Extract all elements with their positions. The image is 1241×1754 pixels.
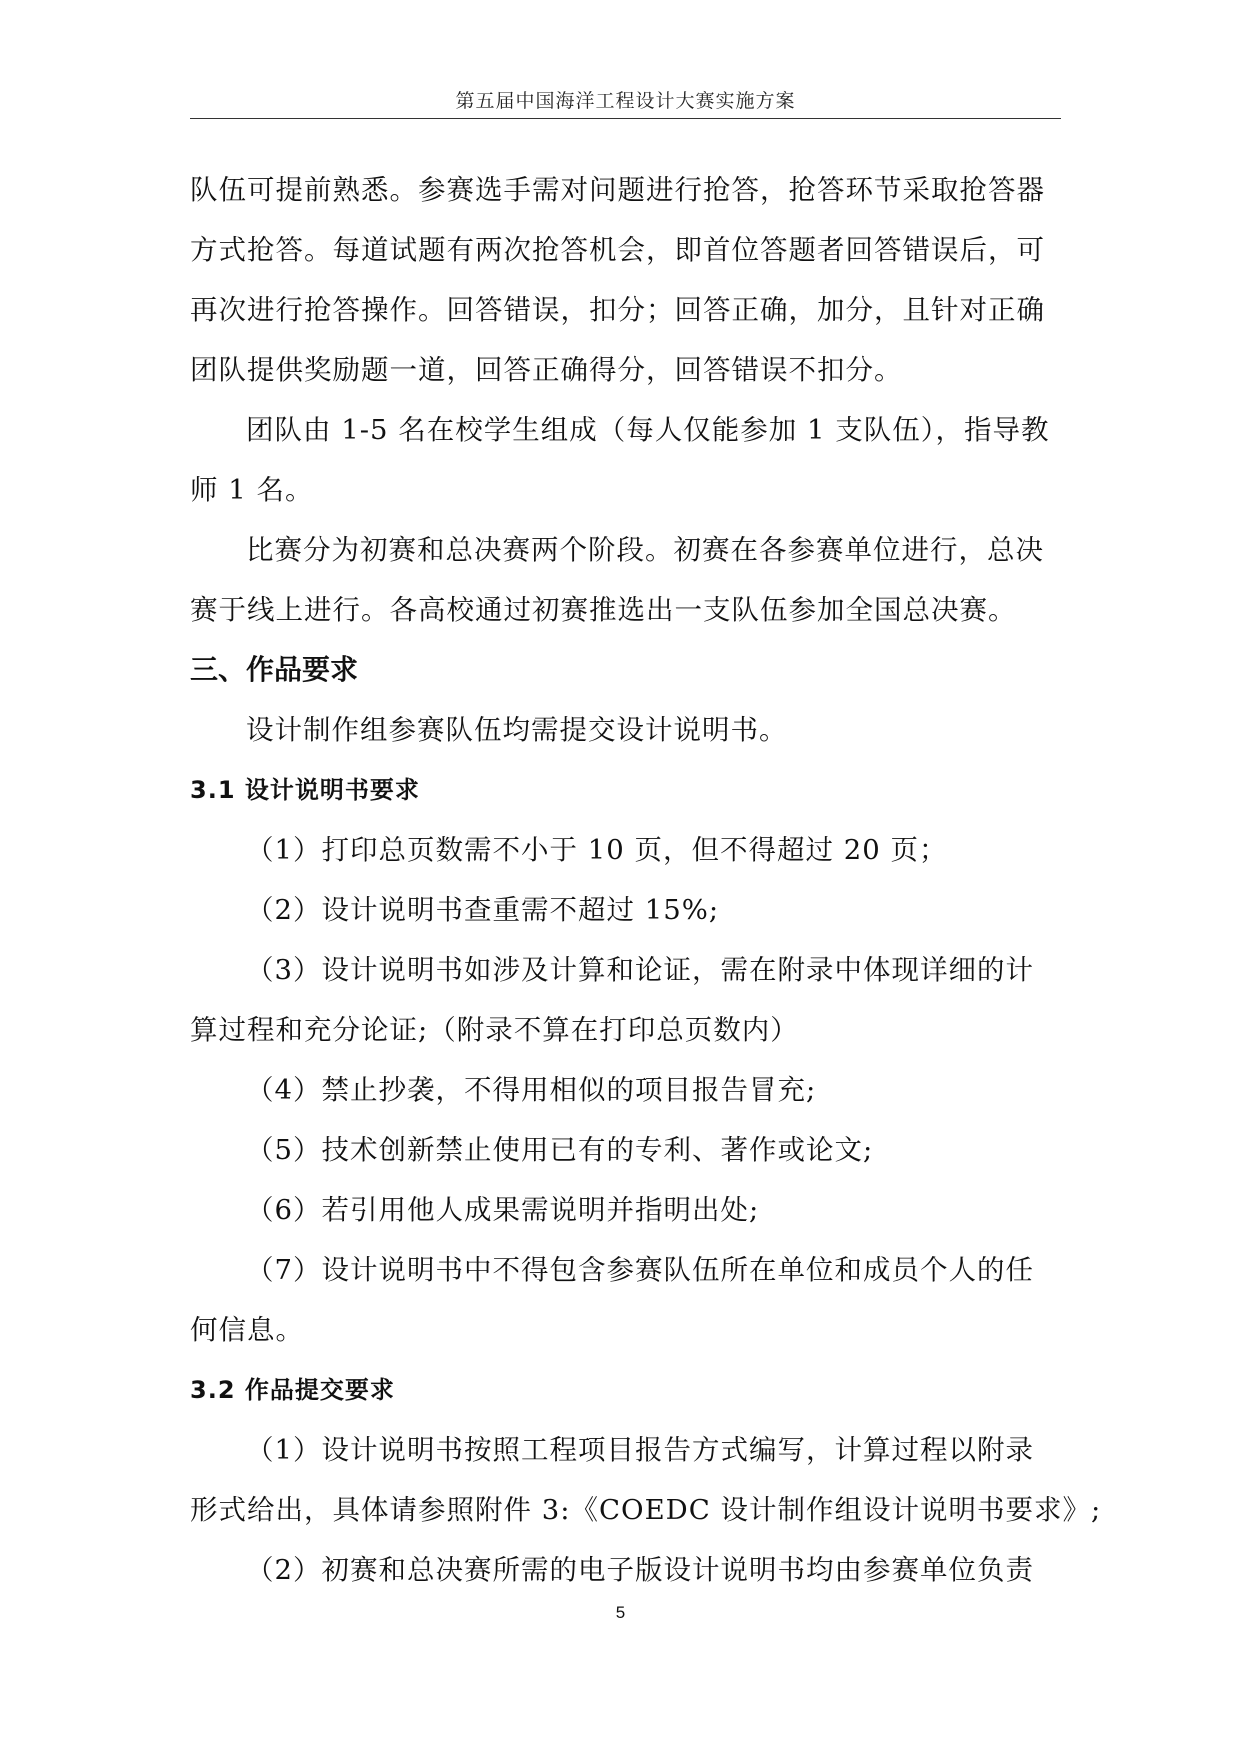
para1-line-1: 队伍可提前熟悉。参赛选手需对问题进行抢答，抢答环节采取抢答器 — [190, 174, 1045, 206]
req-item-7-line-2: 何信息。 — [190, 1314, 304, 1346]
req-item-2: （2）设计说明书查重需不超过 15%; — [246, 894, 720, 926]
para3-line-2: 赛于线上进行。各高校通过初赛推选出一支队伍参加全国总决赛。 — [190, 594, 1017, 626]
req-item-5: （5）技术创新禁止使用已有的专利、著作或论文; — [246, 1134, 874, 1166]
running-header: 第五届中国海洋工程设计大赛实施方案 — [455, 90, 796, 112]
section-3-heading: 三、作品要求 — [190, 653, 359, 686]
submit-item-2: （2）初赛和总决赛所需的电子版设计说明书均由参赛单位负责 — [246, 1554, 1034, 1586]
page-body — [190, 160, 1102, 1600]
req-item-6: （6）若引用他人成果需说明并指明出处; — [246, 1194, 760, 1226]
para1-line-4: 团队提供奖励题一道，回答正确得分，回答错误不扣分。 — [190, 354, 903, 386]
para2-line-2: 师 1 名。 — [190, 474, 314, 506]
req-item-3-line-2: 算过程和充分论证;（附录不算在打印总页数内） — [190, 1014, 799, 1046]
req-item-1: （1）打印总页数需不小于 10 页，但不得超过 20 页； — [246, 834, 948, 866]
req-item-4: （4）禁止抄袭，不得用相似的项目报告冒充; — [246, 1074, 817, 1106]
para1-line-2: 方式抢答。每道试题有两次抢答机会，即首位答题者回答错误后，可 — [190, 234, 1045, 266]
header-divider — [190, 118, 1061, 119]
section-3-intro: 设计制作组参赛队伍均需提交设计说明书。 — [246, 714, 788, 746]
subsection-3-1-heading: 3.1 设计说明书要求 — [190, 776, 420, 804]
para2-line-1: 团队由 1-5 名在校学生组成（每人仅能参加 1 支队伍），指导教 — [246, 414, 1050, 446]
submit-item-1-line-2: 形式给出，具体请参照附件 3:《COEDC 设计制作组设计说明书要求》; — [190, 1494, 1102, 1526]
subsection-3-2-heading: 3.2 作品提交要求 — [190, 1376, 395, 1404]
req-item-7-line-1: （7）设计说明书中不得包含参赛队伍所在单位和成员个人的任 — [246, 1254, 1034, 1286]
para3-line-1: 比赛分为初赛和总决赛两个阶段。初赛在各参赛单位进行，总决 — [246, 534, 1044, 566]
req-item-3-line-1: （3）设计说明书如涉及计算和论证，需在附录中体现详细的计 — [246, 954, 1034, 986]
submit-item-1-line-1: （1）设计说明书按照工程项目报告方式编写，计算过程以附录 — [246, 1434, 1034, 1466]
page-number: 5 — [615, 1603, 626, 1622]
para1-line-3: 再次进行抢答操作。回答错误，扣分；回答正确，加分，且针对正确 — [190, 294, 1045, 326]
